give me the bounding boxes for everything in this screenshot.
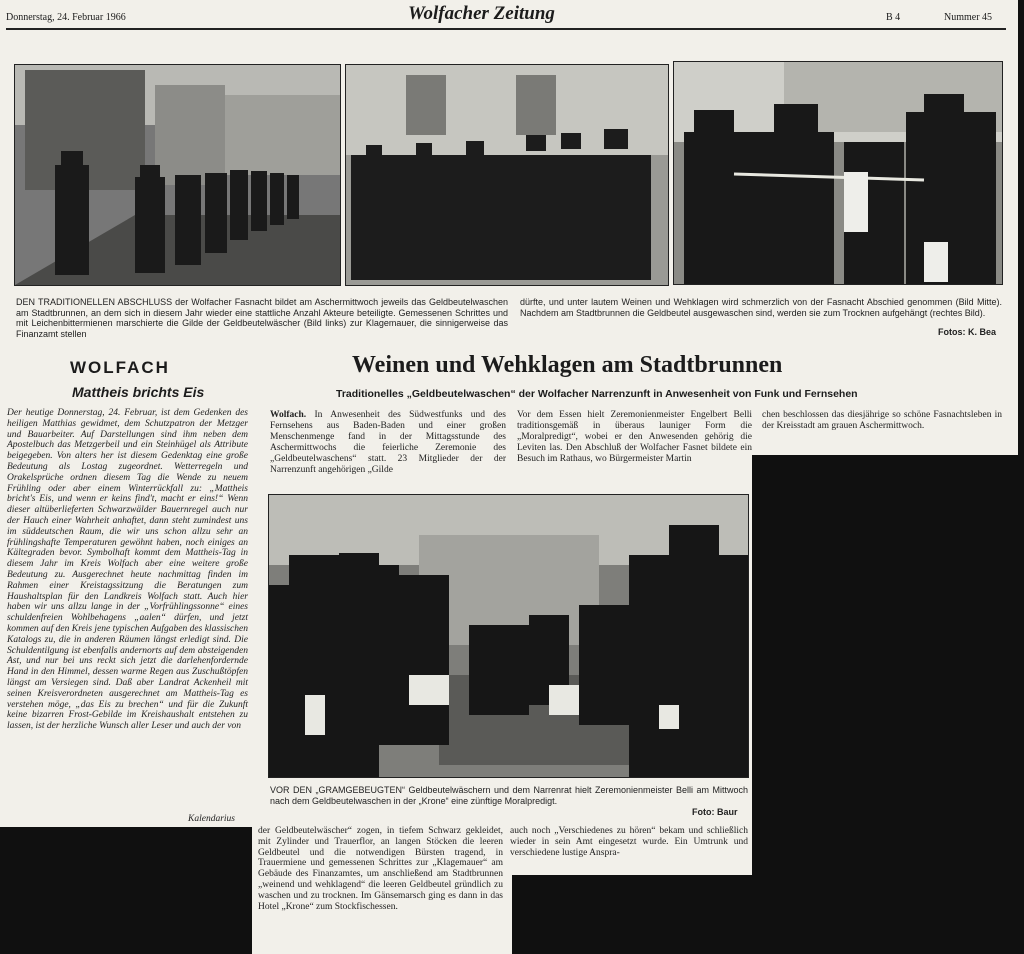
kicker-wolfach: WOLFACH bbox=[70, 358, 170, 377]
photo-caption-credit: Foto: Baur bbox=[692, 807, 738, 817]
article-col-2: Vor dem Essen hielt Zeremonienmeister Engelbert Belli traditionsgemäß in überaus launiger Form die „Moralpredigt“, wobei er den Anwesenden gehörig die Leviten las. Den Abschluß der Wolfacher Fasnet bildete ein Besuch im Rathaus, wo Bürgermeister Martin bbox=[517, 410, 752, 464]
column-signature: Kalendarius bbox=[188, 814, 235, 824]
main-headline: Weinen und Wehklagen am Stadtbrunnen bbox=[352, 352, 783, 378]
photo-procession bbox=[14, 64, 341, 286]
article-bottom-col-1: der Geldbeutelwäscher“ zogen, in tiefem Schwarz gekleidet, mit Zylinder und Trauerflor, an langen Stöcken die leeren Geldbeutel und die notwendigen Bürsten tragend, in Trauermiene und gemessenen Schrittes zur „Klagemauer“ am Gebäude des Finanzamtes, um anschließend am Stadtbrunnen „weinend und wehklagend“ die leeren Geldbeutel gründlich zu waschen und zu trocknen. Im Gänsemarsch ging es dann in das Hotel „Krone“ zum Stockfischessen. bbox=[258, 826, 503, 912]
column-headline: Mattheis brichts Eis bbox=[72, 384, 205, 400]
photo-wailing-wall bbox=[345, 64, 669, 286]
top-caption-right: dürfte, und unter lautem Weinen und Wehklagen wird schmerzlich von der Fasnacht Abschied genommen (Bild Mitte). Nachdem am Stadtbrunnen die Geldbeutel ausgewaschen sind, werden sie zum Trocknen aufgehängt (rechtes Bild). bbox=[520, 297, 1002, 318]
article-dateline: Wolfach. bbox=[270, 410, 307, 420]
article-col-1-text: In Anwesenheit des Südwestfunks und des Fernsehens aus Baden-Baden und einer großen Menschenmenge fand in der Mittagsstunde des Aschermittwochs die feierliche Zeremonie des „Geldbeutelwaschens“ statt. 23 Mitglieder der der Narrenzunft angehörigen „Gilde bbox=[270, 410, 506, 475]
column-body: Der heutige Donnerstag, 24. Februar, ist dem Gedenken des heiligen Matthias gewidmet, dem Schutzpatron der Metzger und Bauarbeiter. Auf Darstellungen sind ihm neben dem Apostelbuch das Metzgerbeil und ein Steinhügel als Attribute beigegeben. Von alters her ist diesem Gedenktag eine große Bedeutung als Lostag zugeordnet. Wetterregeln und Orakelsprüche ordnen diesem Tag die Wende zu neuem Frühling oder aber einem Winterrückfall zu: „Mattheis bricht's Eis, und wenn er keins find't, macht er eins!“ Wenn dieser altüberlieferten Schwarzwälder Bauernregel auch nur der Hauch einer Wahrheit anhaftet, dann steht zumindest uns im süddeutschen Raum, die wir uns schon allzu sehr an frühlingshafte Temperaturen gewöhnt haben, noch einiges an Kältegraden bevor. Symbolhaft kommt dem Mattheis-Tag in diesem Jahr im Kreis Wolfach aber eine weitere große Bedeutung zu. Ausgerechnet heute nachmittag finden im Rahmen einer Kreistagssitzung die Beratungen zum Haushaltsplan für den Landkreis Wolfach statt. Auch hier haben wir uns allzu lange in der „Vorfrühlingssonne“ eines schuldenfreien Wohlbehagens „aalen“ dürfen, und jetzt kommen auf den Kreis jene typischen Aufgaben des klassischen Katalogs zu, die in anderen Räumen längst erledigt sind. Die Schuldentilgung ist ebenfalls andernorts auf dem absteigenden Ast, und nur bei uns reckt sich jetzt die darlehenfordernde Hand in den Himmel, dessen warme Regen aus Zuschußtöpfen längst am Versiegen sind. Daß aber Landrat Ackenheil mit seinen Kreisverordneten ausgerechnet am Mattheis-Tag es verstehen möge, „das Eis zu brechen“ und für die Zukunft keine bizarren Frost-Gebilde im Kreishaushalt entstehen zu lassen, ist der herzliche Wunsch aller Leser und auch der von bbox=[7, 408, 248, 732]
article-bottom-col-2: auch noch „Verschiedenes zu hören“ bekam und schließlich wieder in sein Amt eingesetzt wurde. Ein Umtrunk und verschiedene lustige Anspra- bbox=[510, 826, 748, 858]
paper-title: Wolfacher Zeitung bbox=[408, 3, 555, 24]
top-caption: DEN TRADITIONELLEN ABSCHLUSS der Wolfacher Fasnacht bildet am Aschermittwoch jeweils das Geldbeutelwaschen am Stadtbrunnen, an dem sich in diesem Jahr wieder eine stattliche Anzahl Akteure beteiligte. Gemessenen Schrittes und mit Leichenbittermienen marschierte die Gilde der Geldbeutelwäscher (Bild links) zur Klagemauer, die sinnigerweise das Finanzamt stellen bbox=[16, 297, 508, 339]
issue-number: Nummer 45 bbox=[944, 12, 993, 23]
photo-drying-purses bbox=[673, 61, 1003, 285]
article-col-1 bbox=[270, 410, 506, 476]
header-rule bbox=[6, 28, 1006, 30]
top-caption-credit: Fotos: K. Bea bbox=[938, 327, 997, 337]
article-col-3: chen beschlossen das diesjährige so schöne Fasnachtsleben in der Kreisstadt am grauen Aschermittwoch. bbox=[762, 410, 1002, 431]
page-number: B 4 bbox=[886, 12, 901, 23]
main-subheadline: Traditionelles „Geldbeutelwaschen“ der Wolfacher Narrenzunft in Anwesenheit von Funk und Fernsehen bbox=[336, 388, 858, 400]
photo-moral-sermon bbox=[268, 494, 749, 778]
issue-date: Donnerstag, 24. Februar 1966 bbox=[6, 12, 126, 23]
photo-caption: VOR DEN „GRAMGEBEUGTEN“ Geldbeutelwäschern und dem Narrenrat hielt Zeremonienmeister Belli am Mittwoch nach dem Geldbeutelwaschen in der „Krone“ eine zünftige Moralpredigt. bbox=[270, 785, 748, 806]
